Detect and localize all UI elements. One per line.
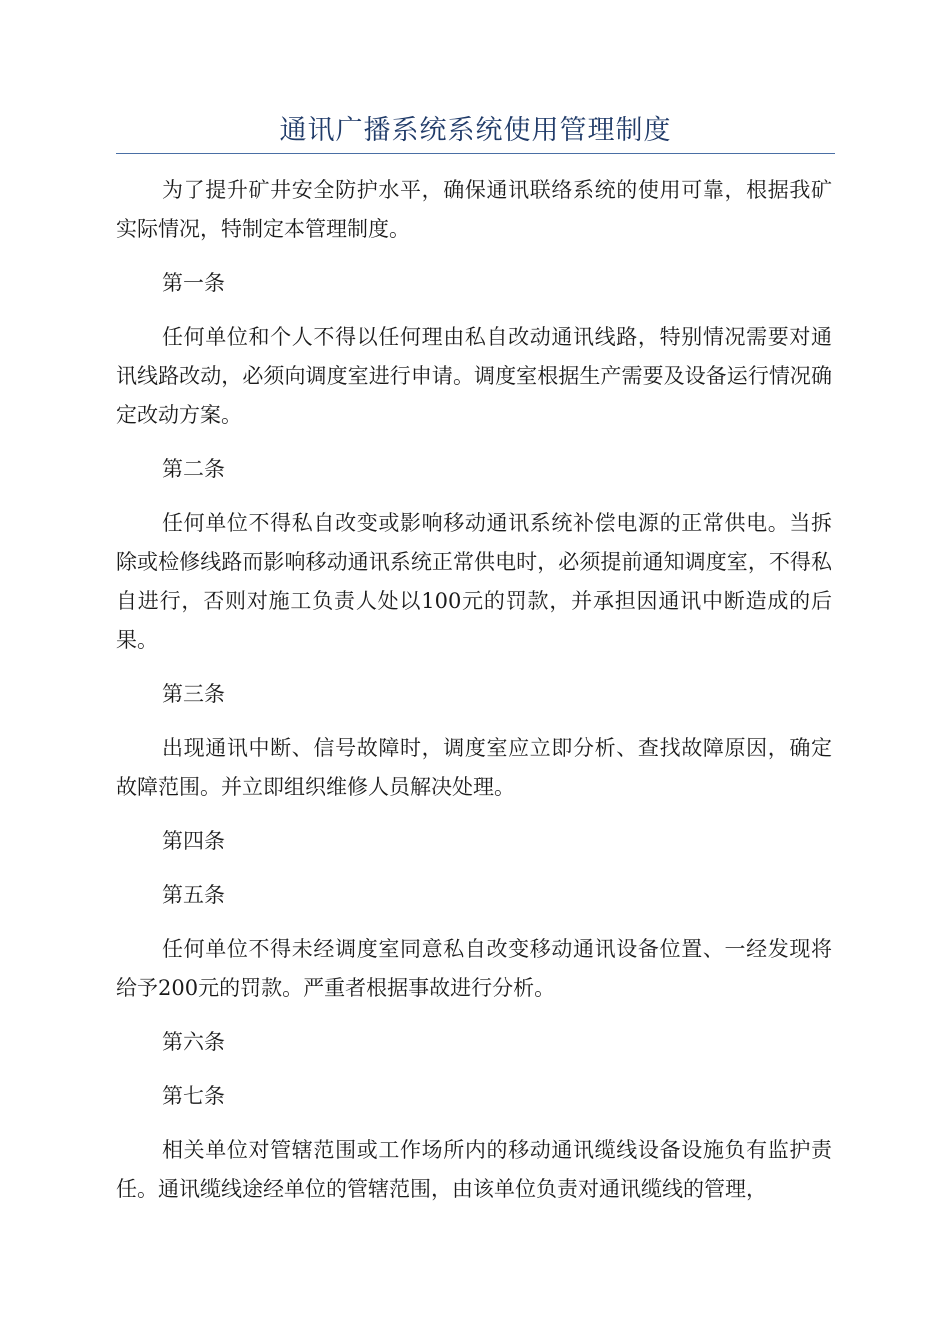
article-2-heading: 第二条: [162, 457, 225, 481]
article-1-heading: 第一条: [162, 271, 225, 295]
article-6-heading: 第六条: [162, 1030, 225, 1054]
article-4-heading: 第四条: [162, 829, 225, 853]
title-underline: [116, 153, 835, 154]
article-2-text: 任何单位不得私自改变或影响移动通讯系统补偿电源的正常供电。当拆除或检修线路而影响移动通讯系统正常供电时，必须提前通知调度室，不得私自进行，否则对施工负责人处以100元的罚款，并承担因通讯中断造成的后果。: [116, 511, 832, 652]
article-7-heading: 第七条: [162, 1084, 225, 1108]
article-5-text: 任何单位不得未经调度室同意私自改变移动通讯设备位置、一经发现将给予200元的罚款。严重者根据事故进行分析。: [116, 937, 832, 1000]
intro-paragraph: 为了提升矿井安全防护水平，确保通讯联络系统的使用可靠，根据我矿实际情况，特制定本管理制度。: [116, 178, 832, 241]
article-3-heading: 第三条: [162, 682, 225, 706]
article-5-heading: 第五条: [162, 883, 225, 907]
document-title: 通讯广播系统系统使用管理制度: [279, 115, 672, 146]
article-1-text: 任何单位和个人不得以任何理由私自改动通讯线路，特别情况需要对通讯线路改动，必须向调度室进行申请。调度室根据生产需要及设备运行情况确定改动方案。: [116, 325, 832, 427]
article-7-text: 相关单位对管辖范围或工作场所内的移动通讯缆线设备设施负有监护责任。通讯缆线途经单位的管辖范围，由该单位负责对通讯缆线的管理，: [116, 1138, 832, 1201]
article-3-text: 出现通讯中断、信号故障时，调度室应立即分析、查找故障原因，确定故障范围。并立即组织维修人员解决处理。: [116, 736, 832, 799]
document-body: [116, 171, 832, 1224]
